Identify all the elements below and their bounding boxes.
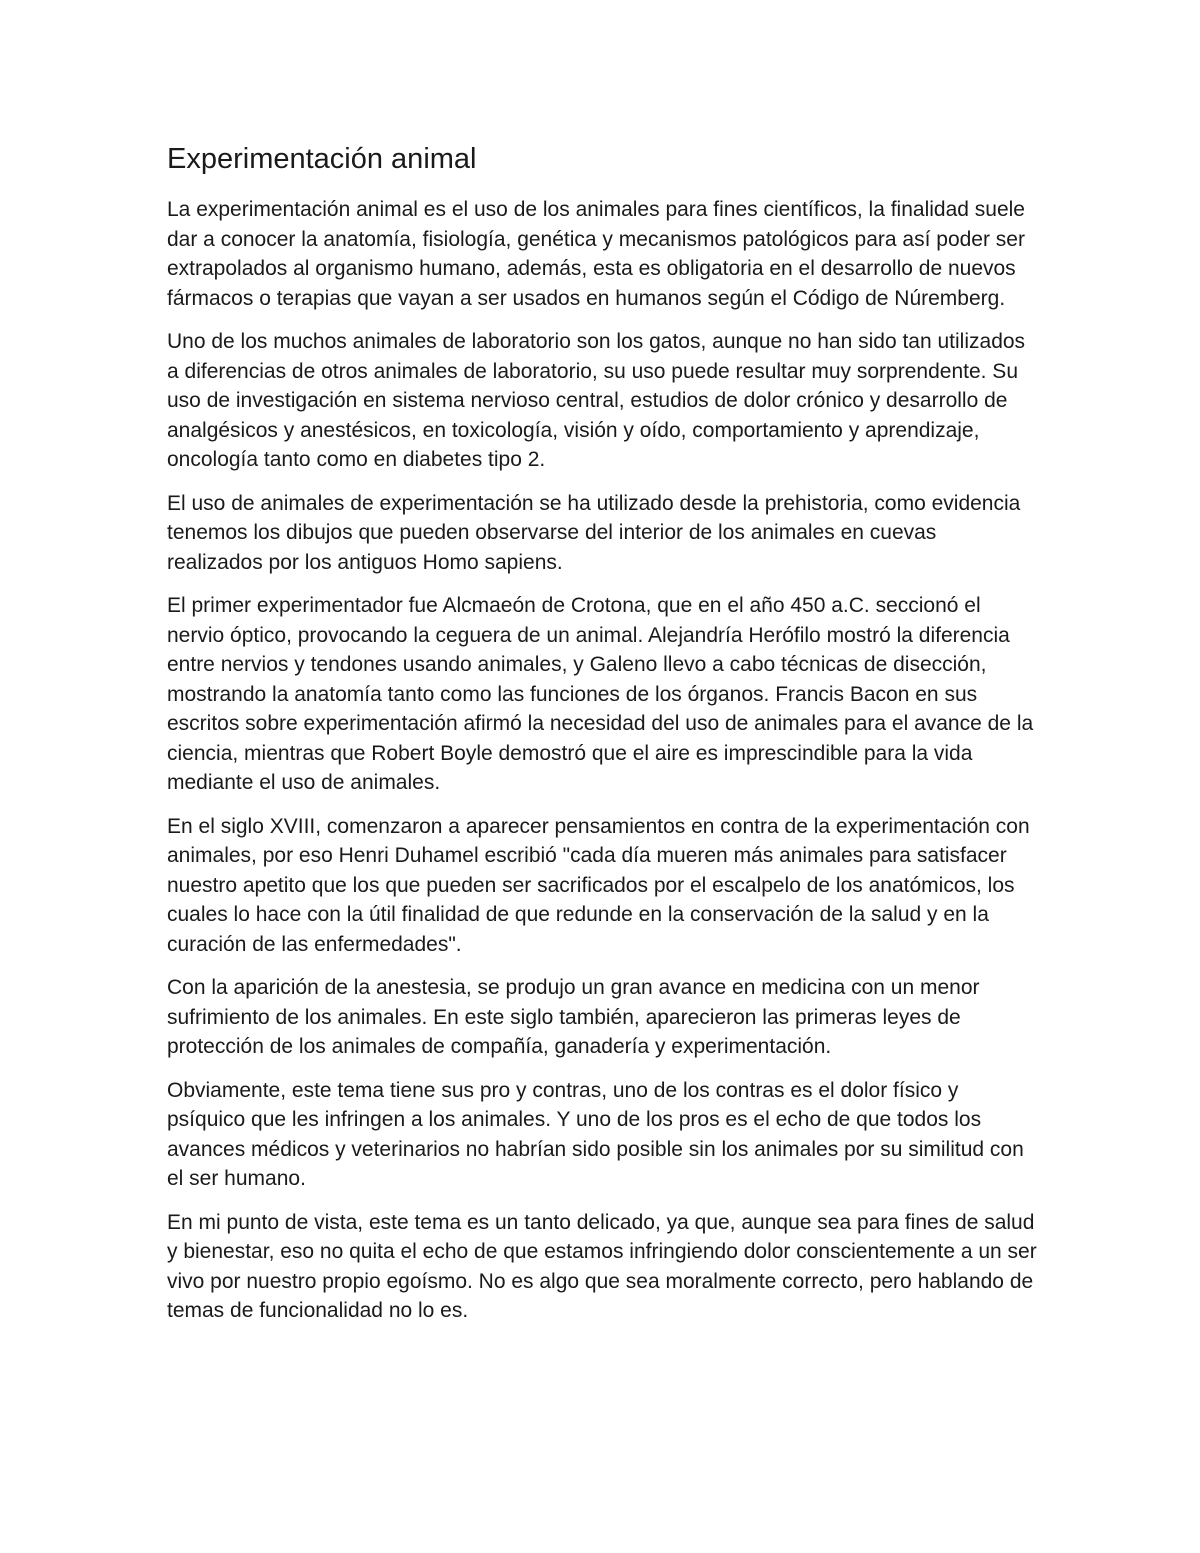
document-page [167, 141, 1037, 1340]
paragraph-3: El uso de animales de experimentación se ha utilizado desde la prehistoria, como evidencia tenemos los dibujos que pueden observarse del interior de los animales en cuevas realizados por los antiguos Homo sapiens. [167, 491, 1021, 574]
paragraph-5: En el siglo XVIII, comenzaron a aparecer pensamientos en contra de la experimentación con animales, por eso Henri Duhamel escribió "cada día mueren más animales para satisfacer nuestro apetito que los que pueden ser sacrificados por el escalpelo de los anatómicos, los cuales lo hace con la útil finalidad de que redunde en la conservación de la salud y en la curación de las enfermedades". [167, 814, 1030, 956]
paragraph-8: En mi punto de vista, este tema es un tanto delicado, ya que, aunque sea para fines de salud y bienestar, eso no quita el echo de que estamos infringiendo dolor conscientemente a un ser vivo por nuestro propio egoísmo. No es algo que sea moralmente correcto, pero hablando de temas de funcionalidad no lo es. [167, 1210, 1037, 1322]
paragraph-2: Uno de los muchos animales de laboratorio son los gatos, aunque no han sido tan utilizados a diferencias de otros animales de laboratorio, su uso puede resultar muy sorprendente. Su uso de investigación en sistema nervioso central, estudios de dolor crónico y desarrollo de analgésicos y anestésicos, en toxicología, visión y oído, comportamiento y aprendizaje, oncología tanto como en diabetes tipo 2. [167, 330, 1026, 471]
paragraph-1: La experimentación animal es el uso de los animales para fines científicos, la finalidad suele dar a conocer la anatomía, fisiología, genética y mecanismos patológicos para así poder ser extrapolados al organismo humano, además, esta es obligatoria en el desarrollo de nuevos fármacos o terapias que vayan a ser usados en humanos según el Código de Núremberg. [167, 198, 1025, 310]
paragraph-7: Obviamente, este tema tiene sus pro y contras, uno de los contras es el dolor físico y psíquico que les infringen a los animales. Y uno de los pros es el echo de que todos los avances médicos y veterinarios no habrían sido posible sin los animales por su similitud con el ser humano. [167, 1078, 1024, 1190]
paragraph-6: Con la aparición de la anestesia, se produjo un gran avance en medicina con un menor sufrimiento de los animales. En este siglo también, aparecieron las primeras leyes de protección de los animales de compañía, ganadería y experimentación. [167, 976, 980, 1058]
paragraph-4: El primer experimentador fue Alcmaeón de Crotona, que en el año 450 a.C. seccionó el nervio óptico, provocando la ceguera de un animal. Alejandría Herófilo mostró la diferencia entre nervios y tendones usando animales, y Galeno llevo a cabo técnicas de disección, mostrando la anatomía tanto como las funciones de los órganos. Francis Bacon en sus escritos sobre experimentación afirmó la necesidad del uso de animales para el avance de la ciencia, mientras que Robert Boyle demostró que el aire es imprescindible para la vida mediante el uso de animales. [167, 594, 1034, 794]
document-title: Experimentación animal [167, 143, 477, 175]
